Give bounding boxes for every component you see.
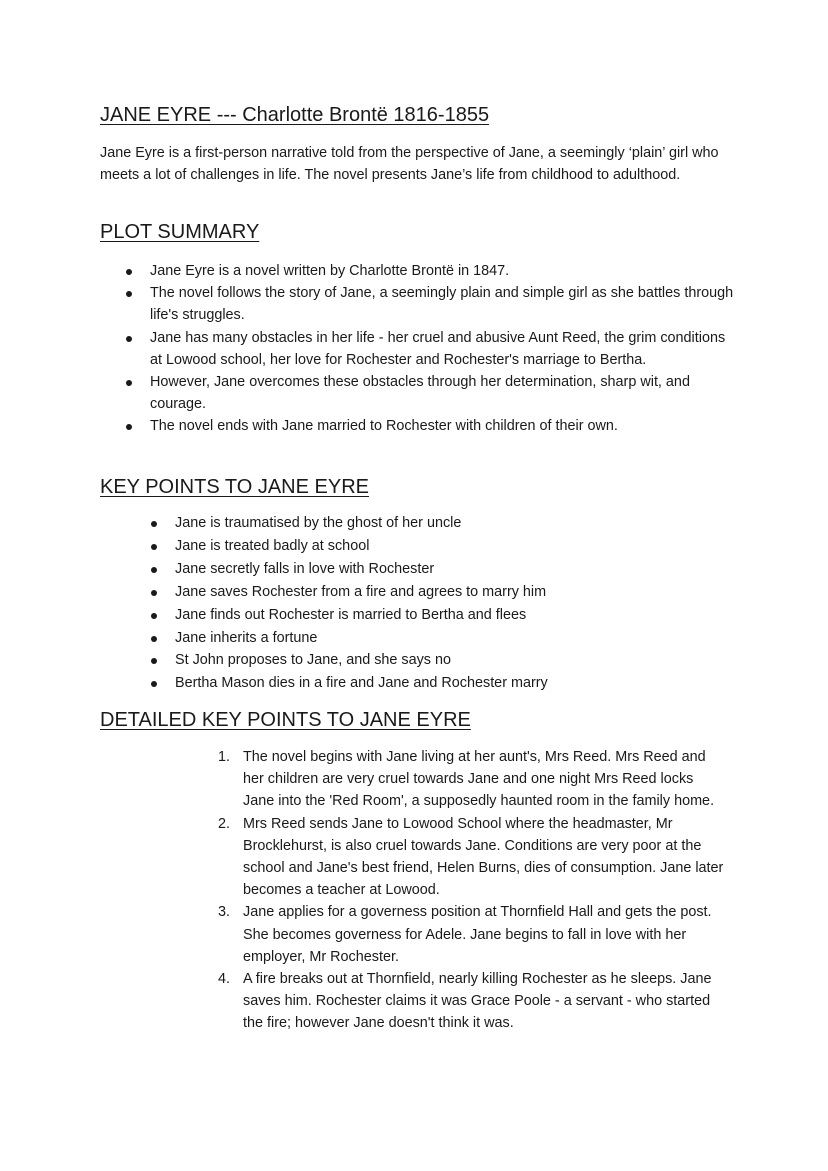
- list-item-text: Jane secretly falls in love with Rochester: [175, 560, 435, 577]
- numbered-item: [218, 813, 728, 902]
- list-item: [175, 672, 735, 695]
- bullet-icon: [151, 567, 157, 573]
- list-item-text: Jane has many obstacles in her life - her cruel and abusive Aunt Reed, the grim conditions at Lowood school, her love for Rochester and Rochester's marriage to Bertha.: [150, 329, 726, 368]
- list-item: [175, 535, 735, 558]
- plot-summary-heading: PLOT SUMMARY: [100, 221, 260, 243]
- bullet-icon: [126, 380, 132, 386]
- list-item-text: Jane is treated badly at school: [175, 537, 370, 554]
- bullet-icon: [151, 681, 157, 687]
- document-title: JANE EYRE --- Charlotte Brontë 1816-1855: [100, 104, 490, 126]
- plot-summary-list: [150, 260, 740, 438]
- bullet-icon: [151, 658, 157, 664]
- list-item: [175, 627, 735, 650]
- bullet-icon: [151, 544, 157, 550]
- list-item: [150, 371, 740, 415]
- list-item: [150, 282, 740, 326]
- bullet-icon: [151, 590, 157, 596]
- item-number: 2.: [218, 815, 231, 832]
- list-item-text: The novel ends with Jane married to Rochester with children of their own.: [150, 418, 618, 435]
- bullet-icon: [126, 424, 132, 430]
- numbered-item: [218, 746, 728, 813]
- item-number: 4.: [218, 971, 231, 988]
- list-item: [175, 604, 735, 627]
- item-number: 3.: [218, 904, 231, 921]
- numbered-item: [218, 901, 728, 968]
- item-text: Jane applies for a governess position at Thornfield Hall and gets the post. She becomes governess for Adele. Jane begins to fall in love with her employer, Mr Rochester.: [243, 904, 712, 965]
- list-item-text: However, Jane overcomes these obstacles through her determination, sharp wit, and courage.: [150, 374, 690, 413]
- list-item-text: Jane is traumatised by the ghost of her uncle: [175, 515, 462, 531]
- bullet-icon: [151, 521, 157, 527]
- list-item-text: Jane Eyre is a novel written by Charlotte Brontë in 1847.: [150, 263, 510, 279]
- list-item: [175, 649, 735, 672]
- key-points-heading: KEY POINTS TO JANE EYRE: [100, 476, 369, 498]
- list-item-text: Bertha Mason dies in a fire and Jane and Rochester marry: [175, 675, 548, 692]
- numbered-item: [218, 968, 728, 1035]
- list-item: [175, 558, 735, 581]
- item-text: A fire breaks out at Thornfield, nearly killing Rochester as he sleeps. Jane saves him. Rochester claims it was Grace Poole - a servant - who started the fire; however Jane doesn't think it was.: [243, 971, 712, 1032]
- bullet-icon: [151, 636, 157, 642]
- key-points-list: [175, 512, 735, 695]
- list-item: [175, 581, 735, 604]
- bullet-icon: [126, 291, 132, 297]
- item-text: Mrs Reed sends Jane to Lowood School where the headmaster, Mr Brocklehurst, is also cruel towards Jane. Conditions are very poor at the school and Jane's best friend, Helen Burns, dies of consumption. Jane later becomes a teacher at Lowood.: [243, 815, 724, 899]
- list-item-text: The novel follows the story of Jane, a seemingly plain and simple girl as she battles through life's struggles.: [150, 285, 734, 324]
- detailed-key-points-list: [218, 746, 728, 1035]
- list-item-text: Jane finds out Rochester is married to Bertha and flees: [175, 606, 527, 623]
- list-item: [175, 512, 735, 535]
- list-item-text: St John proposes to Jane, and she says no: [175, 652, 452, 669]
- item-text: The novel begins with Jane living at her aunt's, Mrs Reed. Mrs Reed and her children are very cruel towards Jane and one night Mrs Reed locks Jane into the 'Red Room', a supposedly haunted room in the family home.: [243, 749, 715, 810]
- item-number: 1.: [218, 749, 231, 765]
- list-item: [150, 260, 740, 282]
- list-item-text: Jane inherits a fortune: [175, 629, 318, 646]
- detailed-key-points-heading: DETAILED KEY POINTS TO JANE EYRE: [100, 709, 471, 731]
- list-item-text: Jane saves Rochester from a fire and agrees to marry him: [175, 583, 547, 600]
- bullet-icon: [151, 613, 157, 619]
- bullet-icon: [126, 269, 132, 275]
- list-item: [150, 415, 740, 437]
- bullet-icon: [126, 336, 132, 342]
- list-item: [150, 327, 740, 371]
- intro-paragraph: Jane Eyre is a first-person narrative told from the perspective of Jane, a seemingly ‘plain’ girl who meets a lot of challenges in life. The novel presents Jane’s life from childhood to adulthood.: [100, 145, 719, 183]
